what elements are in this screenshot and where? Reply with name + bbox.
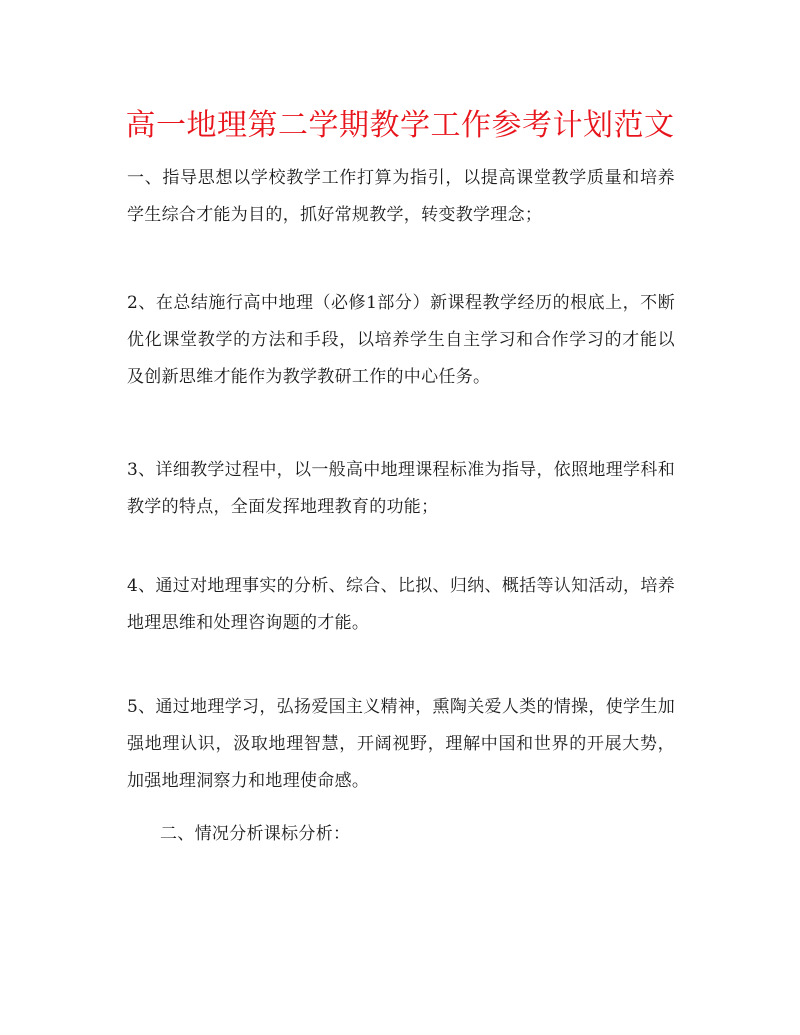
section-heading-situation-analysis: 二、情况分析课标分析： [160,824,351,844]
paragraph-item-3: 3、详细教学过程中，以一般高中地理课程标准为指导，依照地理学科和教学的特点，全面发挥地理教育的功能； [127,460,675,517]
paragraph-item-4: 4、通过对地理事实的分析、综合、比拟、归纳、概括等认知活动，培养地理思维和处理咨询题的才能。 [127,576,675,633]
paragraph-item-2: 2、在总结施行高中地理（必修1部分）新课程教学经历的根底上，不断优化课堂教学的方法和手段，以培养学生自主学习和合作学习的才能以及创新思维才能作为教学教研工作的中心任务。 [127,293,675,387]
paragraph-item-5: 5、通过地理学习，弘扬爱国主义精神，熏陶关爱人类的情操，使学生加强地理认识，汲取地理智慧，开阔视野，理解中国和世界的开展大势，加强地理洞察力和地理使命感。 [127,697,675,791]
paragraph-guiding-thought: 一、指导思想以学校教学工作打算为指引，以提高课堂教学质量和培养学生综合才能为目的，抓好常规教学，转变教学理念； [127,168,675,225]
document-title: 高一地理第二学期教学工作参考计划范文 [125,108,675,143]
